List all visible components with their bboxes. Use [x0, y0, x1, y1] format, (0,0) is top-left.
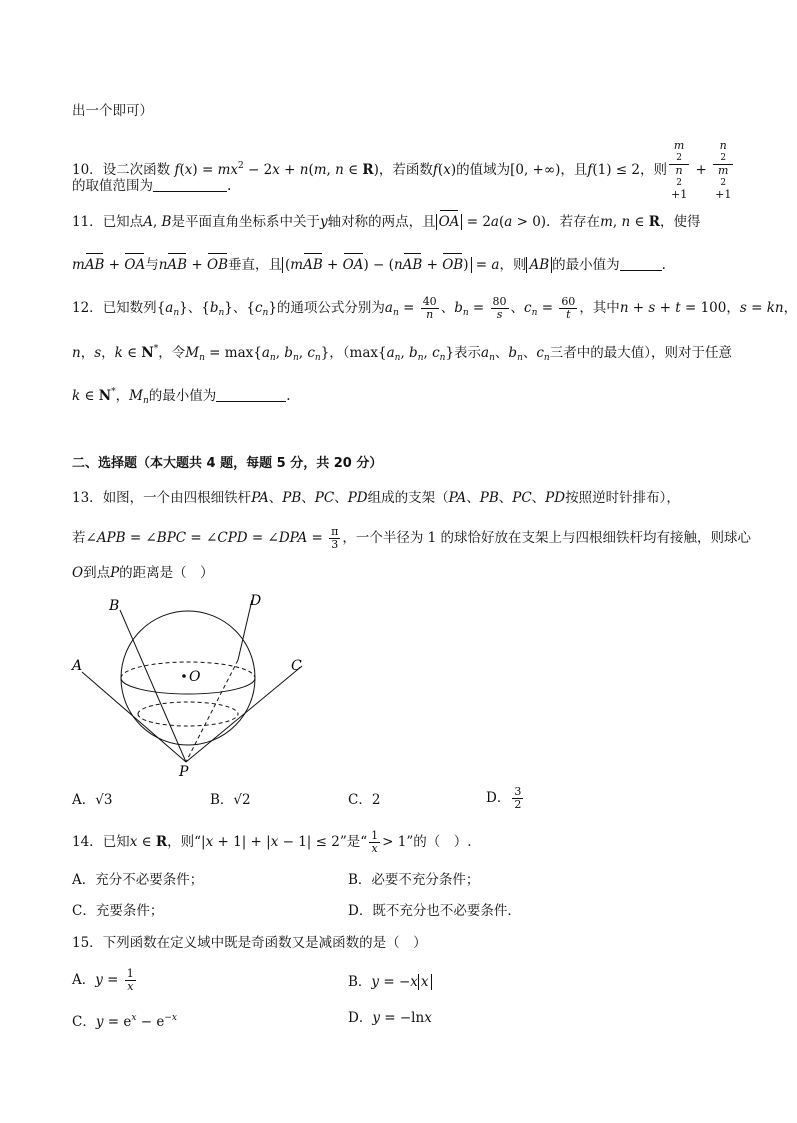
sphere-frame-figure — [68, 590, 318, 780]
question-13-line-2: 若∠APB = ∠BPC = ∠CPD = ∠DPA = $\frac{\pi}{3}$ ，一个半径为 1 的球恰好放在支架上与四根细铁杆均有接触，则球心 — [72, 525, 752, 551]
q14-option-c[interactable]: C．充要条件； — [72, 903, 164, 919]
sphere-outline — [121, 611, 255, 745]
fraction: $\frac{80}{s}$ — [492, 295, 507, 321]
question-15-stem: 15．下列函数在定义域中既是奇函数又是减函数的是（ ） — [72, 935, 427, 951]
q13-option-c[interactable]: C．2 — [348, 792, 381, 808]
rod-pd-upper — [238, 600, 252, 660]
equator-back — [121, 662, 255, 678]
label-b: B — [109, 598, 120, 614]
fraction: $\frac{3}{2}$ — [514, 785, 522, 811]
q14-option-d[interactable]: D．既不充分也不必要条件． — [348, 903, 521, 919]
center-point — [182, 674, 186, 678]
q14-option-b[interactable]: B．必要不充分条件； — [348, 872, 480, 888]
question-14-stem: 14．已知x ∈ R，则“|x + 1| + |x − 1| ≤ 2”是“ $\frac{1}{x}$ > 1”的（ ）. — [72, 829, 472, 855]
answer-blank[interactable] — [216, 387, 286, 402]
contact-circle-front — [138, 714, 238, 726]
contact-circle-back — [138, 702, 238, 714]
fraction: $\frac{40}{n}$ — [422, 295, 437, 321]
question-12-line-1: 12．已知数列$\{a_n\}$、$\{b_n\}$、$\{c_n\}$的通项公式分别为$a_n$ = $\frac{40}{n}$ 、$b_n$ = $\frac{80}{s}$ 、$c_n$ = $\frac{60}{t}$ ，其中n + s + t = 100，s = kn， — [72, 295, 797, 321]
fraction: $\frac{1}{x}$ — [126, 967, 134, 993]
question-12-line-3: k ∈ N*，$M_n$的最小值为 . — [72, 387, 291, 406]
question-13-line-3: O到点P的距离是（ ） — [72, 565, 214, 581]
q13-option-b[interactable]: B．√2 — [210, 792, 251, 808]
answer-blank[interactable] — [620, 256, 662, 271]
q15-option-c[interactable]: C．$y = e^x - e^{-x}$ — [72, 1013, 177, 1030]
answer-blank[interactable] — [153, 177, 227, 192]
label-a: A — [72, 658, 83, 674]
top-fragment: 出一个即可） — [72, 103, 153, 119]
equator-front — [121, 678, 255, 694]
q14-option-a[interactable]: A．充分不必要条件； — [72, 872, 204, 888]
rod-pa — [82, 672, 186, 762]
fraction: $\frac{60}{t}$ — [561, 295, 576, 321]
label-d: D — [250, 593, 262, 609]
question-10-line-1: 10．设二次函数 $f(x) = mx^2 - 2x + n(m$, n ∈ R)，若函数f(x)的值域为[0, +∞)，且f(1) ≤ 2，则 m 2 n 2 +1 + n 2 m 2 +1 — [72, 139, 732, 201]
fraction: m 2 n 2 +1 — [670, 139, 688, 201]
question-11-line-1: 11．已知点A, B是平面直角坐标系中关于y轴对称的两点，且 OA = 2a(a > 0)．若存在m, n ∈ R，使得 — [72, 214, 701, 230]
label-p: P — [179, 764, 189, 780]
q15-option-b[interactable]: B．y = −x x — [348, 972, 432, 992]
q13-option-a[interactable]: A．√3 — [72, 792, 113, 808]
label-o: O — [189, 669, 201, 685]
label-c: C — [291, 658, 302, 674]
question-10-line-2: 的取值范围为 . — [72, 178, 232, 194]
q15-option-a[interactable]: A．y = $\frac{1}{x}$ — [72, 967, 134, 993]
rod-pc — [186, 666, 302, 762]
fraction: n 2 m 2 +1 — [715, 139, 732, 201]
question-11-line-2: mAB + OA与nAB + OB垂直，且 (mAB + OA) − (nAB + OB) = a，则 AB 的最小值为 . — [72, 257, 666, 273]
q13-option-d[interactable]: D． $\frac{3}{2}$ — [486, 785, 522, 811]
section-2-heading: 二、选择题（本大题共 4 题，每题 5 分，共 20 分） — [72, 456, 383, 471]
question-13-line-1: 13．如图，一个由四根细铁杆PA、PB、PC、PD组成的支架（PA、PB、PC、PD按照逆时针排布）， — [72, 490, 680, 506]
q15-option-d[interactable]: D．y = −lnx — [348, 1010, 432, 1026]
fraction: $\frac{\pi}{3}$ — [331, 525, 339, 551]
question-12-line-2: n，s，k ∈ N*，令$M_n = \max\{a_n$, $b_n$, $c_n$}，（$\max\{a_n$, $b_n$, $c_n$}表示$a_n$、$b_n$、$c_n$三者中的最大值），则对于任意 — [72, 344, 732, 363]
fraction: $\frac{1}{x}$ — [371, 829, 379, 855]
